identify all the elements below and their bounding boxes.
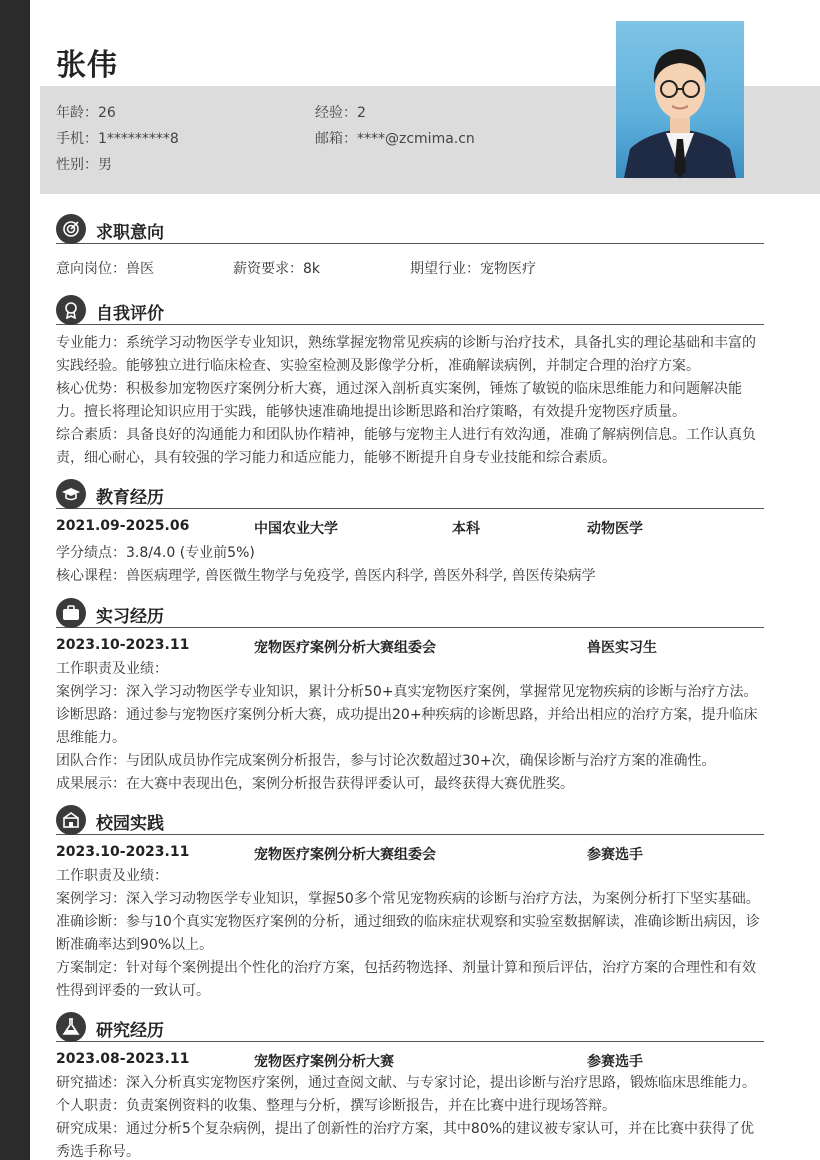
self-eval-professional: 专业能力：系统学习动物医学专业知识，熟练掌握宠物常见疾病的诊断与治疗技术，具备扎实的理论基础和丰富的实践经验。能够独立进行临床检查、实验室检测及影像学分析，准确解读病例，并制定合理的治疗方案。 — [56, 335, 756, 374]
research-org: 宠物医疗案例分析大赛 — [254, 1054, 394, 1070]
campus-org: 宠物医疗案例分析大赛组委会 — [254, 847, 436, 863]
experience: 经验：2 — [315, 105, 366, 121]
email: 邮箱：****@zcmima.cn — [315, 131, 475, 147]
research-description: 研究描述：深入分析真实宠物医疗案例，通过查阅文献、与专家讨论，提出诊断与治疗思路，锻炼临床思维能力。 — [56, 1075, 756, 1091]
section-title: 教育经历 — [96, 488, 164, 508]
intern-results: 成果展示：在大赛中表现出色，案例分析报告获得评委认可，最终获得大赛优胜奖。 — [56, 776, 574, 792]
edu-school: 中国农业大学 — [254, 521, 338, 537]
desired-industry: 期望行业：宠物医疗 — [410, 261, 536, 277]
research-role: 参赛选手 — [587, 1054, 643, 1070]
research-period: 2023.08-2023.11 — [56, 1051, 190, 1067]
campus-treatment-plan: 方案制定：针对每个案例提出个性化的治疗方案，包括药物选择、剂量计算和预后评估，治疗方案的合理性和有效性得到评委的一致认可。 — [56, 960, 756, 999]
intern-org: 宠物医疗案例分析大赛组委会 — [254, 640, 436, 656]
self-eval-quality: 综合素质：具备良好的沟通能力和团队协作精神，能够与宠物主人进行有效沟通，准确了解病例信息。工作认真负责，细心耐心，具有较强的学习能力和适应能力，能够不断提升自身专业技能和综合素质。 — [56, 427, 756, 466]
desired-position: 意向岗位：兽医 — [56, 261, 154, 277]
section-self-evaluation — [56, 295, 764, 470]
section-title: 自我评价 — [96, 304, 164, 324]
edu-period: 2021.09-2025.06 — [56, 518, 190, 534]
edu-major: 动物医学 — [587, 521, 643, 537]
edu-gpa: 学分绩点：3.8/4.0 (专业前5%) — [56, 545, 255, 561]
section-internship — [56, 598, 764, 793]
section-header — [56, 214, 764, 244]
profile-photo — [616, 21, 744, 178]
left-sidebar-bar — [0, 0, 30, 1160]
research-results: 研究成果：通过分析5个复杂病例，提出了创新性的治疗方案，其中80%的建议被专家认可，并在比赛中获得了优秀选手称号。 — [56, 1121, 755, 1160]
section-job-intention — [56, 214, 764, 284]
intern-diagnosis: 诊断思路：通过参与宠物医疗案例分析大赛，成功提出20+种疾病的诊断思路，并给出相应的治疗方案，提升临床思维能力。 — [56, 707, 758, 746]
section-title: 研究经历 — [96, 1021, 164, 1041]
intern-period: 2023.10-2023.11 — [56, 637, 190, 653]
section-campus-practice — [56, 805, 764, 1000]
graduation-cap-icon — [56, 479, 86, 509]
intern-role: 兽医实习生 — [587, 640, 657, 656]
self-eval-advantage: 核心优势：积极参加宠物医疗案例分析大赛，通过深入剖析真实案例，锤炼了敏锐的临床思维能力和问题解决能力。擅长将理论知识应用于实践，能够快速准确地提出诊断思路和治疗策略，有效提升宠物医疗质量。 — [56, 381, 742, 420]
intern-duties-label: 工作职责及业绩： — [56, 661, 168, 677]
edu-courses: 核心课程：兽医病理学, 兽医微生物学与免疫学, 兽医内科学, 兽医外科学, 兽医传染病学 — [56, 568, 596, 584]
building-icon — [56, 805, 86, 835]
intern-teamwork: 团队合作：与团队成员协作完成案例分析报告，参与讨论次数超过30+次，确保诊断与治疗方案的准确性。 — [56, 753, 716, 769]
phone: 手机：1*********8 — [56, 131, 179, 147]
section-title: 实习经历 — [96, 607, 164, 627]
age: 年龄：26 — [56, 105, 116, 121]
research-duties: 个人职责：负责案例资料的收集、整理与分析，撰写诊断报告，并在比赛中进行现场答辩。 — [56, 1098, 616, 1114]
campus-role: 参赛选手 — [587, 847, 643, 863]
edu-degree: 本科 — [452, 521, 480, 537]
intern-case-study: 案例学习：深入学习动物医学专业知识，累计分析50+真实宠物医疗案例，掌握常见宠物疾病的诊断与治疗方法。 — [56, 684, 758, 700]
briefcase-icon — [56, 598, 86, 628]
salary-requirement: 薪资要求：8k — [233, 261, 321, 277]
candidate-name: 张伟 — [56, 48, 118, 83]
section-header — [56, 295, 764, 325]
section-header — [56, 479, 764, 509]
section-header — [56, 1012, 764, 1042]
flask-icon — [56, 1012, 86, 1042]
section-research — [56, 1012, 764, 1160]
gender: 性别：男 — [56, 157, 112, 173]
campus-duties-label: 工作职责及业绩： — [56, 868, 168, 884]
campus-case-study: 案例学习：深入学习动物医学专业知识，掌握50多个常见宠物疾病的诊断与治疗方法，为案例分析打下坚实基础。 — [56, 891, 760, 907]
section-header — [56, 598, 764, 628]
campus-diagnosis: 准确诊断：参与10个真实宠物医疗案例的分析，通过细致的临床症状观察和实验室数据解读，准确诊断出病因，诊断准确率达到90%以上。 — [56, 914, 760, 953]
badge-icon — [56, 295, 86, 325]
campus-period: 2023.10-2023.11 — [56, 844, 190, 860]
section-header — [56, 805, 764, 835]
section-title: 求职意向 — [96, 223, 164, 243]
target-icon — [56, 214, 86, 244]
section-title: 校园实践 — [96, 814, 164, 834]
section-education — [56, 479, 764, 589]
